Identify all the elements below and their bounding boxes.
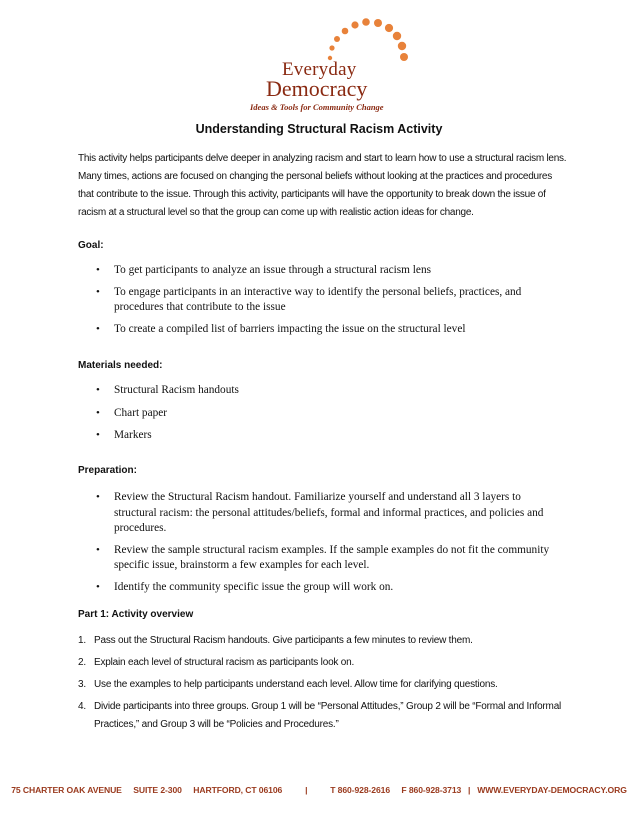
logo-tagline: Ideas & Tools for Community Change: [250, 102, 384, 112]
part1-step: [78, 676, 568, 694]
goal-item: • To get participants to analyze an issue through a structural racism lens: [96, 263, 566, 279]
materials-list: [96, 383, 566, 444]
materials-heading: Materials needed:: [78, 360, 163, 371]
logo-word-democracy: Democracy: [266, 76, 368, 101]
part1-step: [78, 698, 568, 734]
logo-word-everyday: Everyday: [282, 59, 357, 80]
goal-heading: Goal:: [78, 240, 104, 251]
materials-item: • Chart paper: [96, 406, 566, 422]
footer-text: 75 CHARTER OAK AVENUE SUITE 2-300 HARTFORD, CT 06106 | T 860-928-2616 F 860-928-3713 | WWW.EVERYDAY-DEMOCRACY.ORG: [11, 785, 627, 795]
goal-list: [96, 263, 566, 337]
step-text: Pass out the Structural Racism handouts. Give participants a few minutes to review them.: [94, 635, 473, 646]
preparation-list: [96, 490, 566, 595]
step-number: 1.: [78, 635, 86, 646]
part1-step: [78, 654, 568, 672]
step-text: Explain each level of structural racism as participants look on.: [94, 657, 355, 668]
part1-step: [78, 632, 568, 650]
goal-item: • To engage participants in an interactive way to identify the personal beliefs, practices, and procedures that contribute to the issue: [96, 285, 566, 316]
step-text: Divide participants into three groups. Group 1 will be “Personal Attitudes,” Group 2 will be “Formal and Informal Practices,” and Group 3 will be “Policies and Procedures.”: [94, 701, 562, 730]
page-title: Understanding Structural Racism Activity: [195, 122, 443, 136]
materials-item: • Structural Racism handouts: [96, 383, 566, 399]
footer-contact: [0, 785, 638, 795]
part1-list: [78, 632, 568, 740]
intro-paragraph: This activity helps participants delve deeper in analyzing racism and start to learn how to use a structural racism lens. Many times, actions are focused on changing the personal beliefs without looking at the practices and procedures that contribute to the issue. Through this activity, participants will have the opportunity to break down the issue of racism at a structural level so that the group can come up with realistic action ideas for change.: [78, 153, 567, 218]
preparation-item: • Review the sample structural racism examples. If the sample examples do not fit the community specific issue, brainstorm a few examples for each level.: [96, 543, 566, 574]
step-text: Use the examples to help participants understand each level. Allow time for clarifying questions.: [94, 679, 498, 690]
preparation-heading: Preparation:: [78, 465, 137, 476]
everyday-democracy-logo: [250, 14, 430, 112]
preparation-item: • Review the Structural Racism handout. Familiarize yourself and understand all 3 layers to structural racism: the personal attitudes/beliefs, formal and informal practices, and policies and procedures.: [96, 490, 566, 537]
step-number: 2.: [78, 657, 86, 668]
materials-item: • Markers: [96, 428, 566, 444]
step-number: 4.: [78, 701, 86, 712]
preparation-item: • Identify the community specific issue the group will work on.: [96, 580, 566, 596]
goal-item: • To create a compiled list of barriers impacting the issue on the structural level: [96, 322, 566, 338]
step-number: 3.: [78, 679, 86, 690]
part1-heading: Part 1: Activity overview: [78, 609, 194, 620]
